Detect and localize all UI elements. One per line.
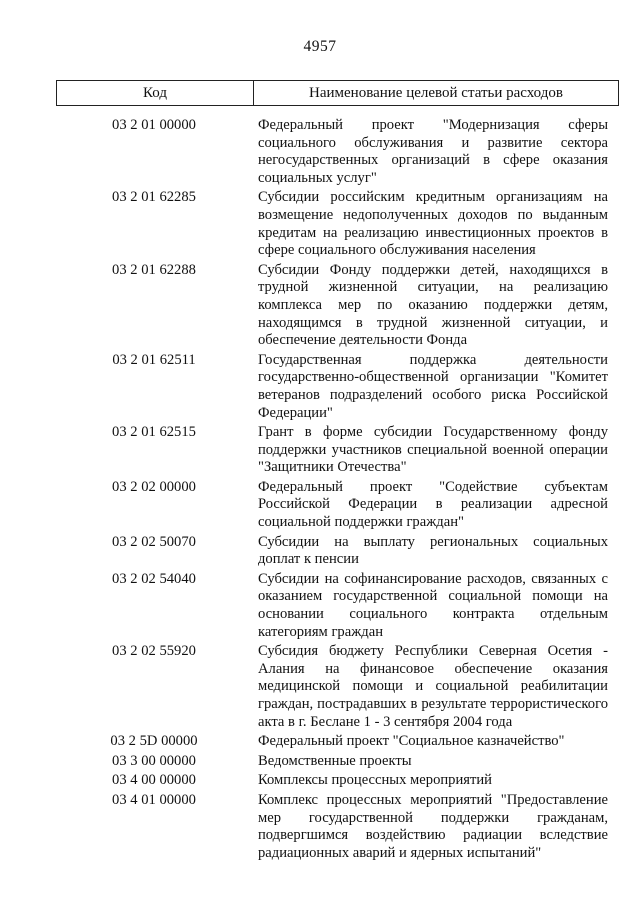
table-row [56,571,619,641]
header-name: Наименование целевой статьи расходов [309,85,563,101]
row-code: 03 2 01 00000 [112,117,196,133]
row-code: 03 2 02 55920 [112,643,196,660]
row-name: Федеральный проект "Социальное казначейство" [258,733,565,750]
row-code: 03 2 02 54040 [112,570,196,587]
table-row [56,479,619,532]
page-number: 4957 [303,38,337,55]
row-name: Субсидия бюджету Республики Северная Осетия - Алания на финансовое обеспечение оказания медицинской помощи и социальной реабилитации граждан, пострадавших в результате террористического акта в г. Беслане 1 - 3 сентября 2004 года [258,643,608,730]
row-name: Комплекс процессных мероприятий "Предоставление мер государственной поддержки гражданам, подвергшимся воздействию радиации вследствие радиационных аварий и ядерных испытаний" [258,791,608,861]
row-name: Комплексы процессных мероприятий [258,772,492,789]
header-code: Код [57,81,254,105]
row-name: Грант в форме субсидии Государственному фонду поддержки участников специальной военной операции "Защитники Отечества" [258,424,608,476]
table-row [56,792,619,862]
row-code: 03 2 01 62515 [112,424,196,441]
table-row [56,262,619,350]
row-code: 03 4 01 00000 [112,791,196,808]
row-name: Ведомственные проекты [258,752,412,769]
row-name: Субсидии на выплату региональных социальных доплат к пенсии [258,533,608,568]
table-row [56,352,619,422]
table-row [56,772,619,790]
row-code: 03 3 00 00000 [112,752,196,769]
table-row [56,189,619,259]
table-row [56,643,619,731]
row-code: 03 2 01 62285 [112,189,196,206]
table-row [56,424,619,477]
row-name: Государственная поддержка деятельности государственно-общественной организации "Комитет ветеранов подразделений особого риска Российской Федерации" [258,351,608,421]
row-name: Федеральный проект "Модернизация сферы социального обслуживания и развитие сектора негосударственных организаций в сфере оказания социальных услуг" [258,117,608,186]
table-row [56,534,619,569]
row-code: 03 2 01 62288 [112,261,196,278]
row-name: Федеральный проект "Содействие субъектам Российской Федерации в реализации адресной социальной поддержки граждан" [258,478,608,531]
table-header [56,80,619,106]
table-row [56,753,619,771]
row-code: 03 2 02 00000 [112,478,196,495]
row-name: Субсидии на софинансирование расходов, связанных с оказанием государственной социальной помощи на основании социального контракта отдельным категориям граждан [258,570,608,640]
row-name: Субсидии российским кредитным организациям на возмещение недополученных доходов по выданным кредитам на реализацию инвестиционных проектов в сфере социального обслуживания населения [258,189,608,259]
row-code: 03 2 5D 00000 [110,733,198,750]
row-code: 03 2 01 62511 [112,351,196,368]
row-name: Субсидии Фонду поддержки детей, находящихся в трудной жизненной ситуации, на реализацию комплекса мер по оказанию поддержки детям, находящимся в трудной жизненной ситуации, и обеспечение деятельности Фонда [258,261,608,349]
table-row [56,733,619,751]
table-body [56,117,619,862]
table-row [56,117,619,187]
row-code: 03 4 00 00000 [112,772,196,789]
row-code: 03 2 02 50070 [112,533,196,550]
